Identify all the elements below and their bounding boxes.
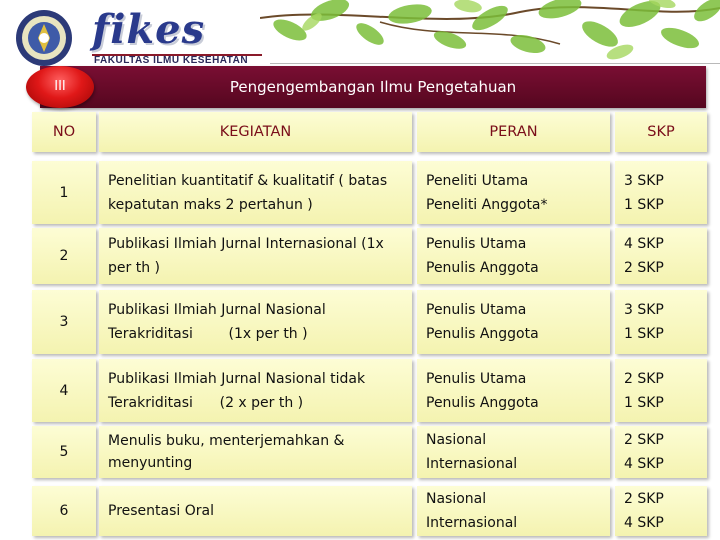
- peran-line: Internasional: [426, 456, 518, 472]
- peran-line: Internasional: [426, 515, 518, 531]
- kegiatan-line: Penelitian kuantitatif & kualitatif ( batas: [108, 172, 388, 189]
- peran-line: Penulis Utama: [426, 236, 527, 252]
- row-no: 3: [32, 290, 96, 354]
- header-kegiatan: KEGIATAN: [99, 112, 412, 152]
- row-kegiatan: [99, 161, 412, 224]
- row-skp: [615, 359, 707, 422]
- row-no: 5: [32, 426, 96, 478]
- row-peran: [417, 486, 610, 536]
- peran-line: Penulis Anggota: [426, 260, 539, 276]
- header-divider: [270, 63, 720, 64]
- kegiatan-line: per th ): [108, 260, 160, 276]
- skp-line: 2 SKP: [624, 260, 664, 276]
- row-skp: [615, 290, 707, 354]
- skp-line: 1 SKP: [624, 196, 664, 213]
- kegiatan-line: Terakriditasi (1x per th ): [108, 326, 308, 342]
- peran-line: Peneliti Utama: [426, 172, 529, 189]
- header-peran: PERAN: [417, 112, 610, 152]
- peran-line: Nasional: [426, 432, 487, 448]
- section-number-badge: III: [26, 66, 94, 108]
- peran-line: Peneliti Anggota*: [426, 196, 548, 213]
- peran-line: Nasional: [426, 491, 487, 507]
- skp-line: 1 SKP: [624, 394, 664, 411]
- kegiatan-line: Publikasi Ilmiah Jurnal Internasional (1x: [108, 236, 384, 252]
- peran-line: Penulis Utama: [426, 302, 527, 318]
- row-skp: [615, 426, 707, 478]
- row-skp: [615, 228, 707, 284]
- row-kegiatan: [99, 290, 412, 354]
- kegiatan-line: Terakriditasi (2 x per th ): [108, 394, 304, 411]
- skp-line: 2 SKP: [624, 432, 664, 448]
- section-banner: [40, 66, 706, 108]
- header-skp: SKP: [615, 112, 707, 152]
- row-kegiatan: [99, 486, 412, 536]
- row-skp: [615, 161, 707, 224]
- skp-line: 1 SKP: [624, 326, 664, 342]
- kegiatan-line: kepatutan maks 2 pertahun ): [108, 196, 313, 213]
- header-no: NO: [32, 112, 96, 152]
- row-kegiatan: [99, 426, 412, 478]
- row-peran: [417, 359, 610, 422]
- page-header: [0, 0, 720, 72]
- row-peran: [417, 161, 610, 224]
- skp-line: 2 SKP: [624, 370, 664, 387]
- kegiatan-line: menyunting: [108, 455, 193, 471]
- peran-line: Penulis Anggota: [426, 326, 539, 342]
- kegiatan-line: Publikasi Ilmiah Jurnal Nasional tidak: [108, 370, 366, 387]
- brand-subtitle: FAKULTAS ILMU KESEHATAN: [94, 55, 249, 66]
- section-title: Pengengembangan Ilmu Pengetahuan: [229, 78, 517, 96]
- row-no: 4: [32, 359, 96, 422]
- university-seal-icon: [8, 8, 80, 68]
- row-peran: [417, 228, 610, 284]
- row-kegiatan: [99, 359, 412, 422]
- row-peran: [417, 290, 610, 354]
- skp-line: 3 SKP: [624, 302, 664, 318]
- leaves-decoration: [260, 0, 720, 70]
- row-skp: [615, 486, 707, 536]
- skp-line: 3 SKP: [624, 172, 664, 189]
- row-kegiatan: [99, 228, 412, 284]
- skp-line: 4 SKP: [624, 236, 664, 252]
- skp-line: 2 SKP: [624, 491, 664, 507]
- peran-line: Penulis Anggota: [426, 394, 539, 411]
- row-no: 2: [32, 228, 96, 284]
- row-no: 1: [32, 161, 96, 224]
- skp-line: 4 SKP: [624, 456, 664, 472]
- kegiatan-line: Publikasi Ilmiah Jurnal Nasional: [108, 302, 326, 318]
- row-no: 6: [32, 486, 96, 536]
- brand-logo-text: fikes: [92, 6, 206, 53]
- skp-line: 4 SKP: [624, 515, 664, 531]
- kegiatan-line: Menulis buku, menterjemahkan &: [108, 433, 345, 449]
- kegiatan-line: Presentasi Oral: [108, 503, 214, 519]
- row-peran: [417, 426, 610, 478]
- peran-line: Penulis Utama: [426, 370, 527, 387]
